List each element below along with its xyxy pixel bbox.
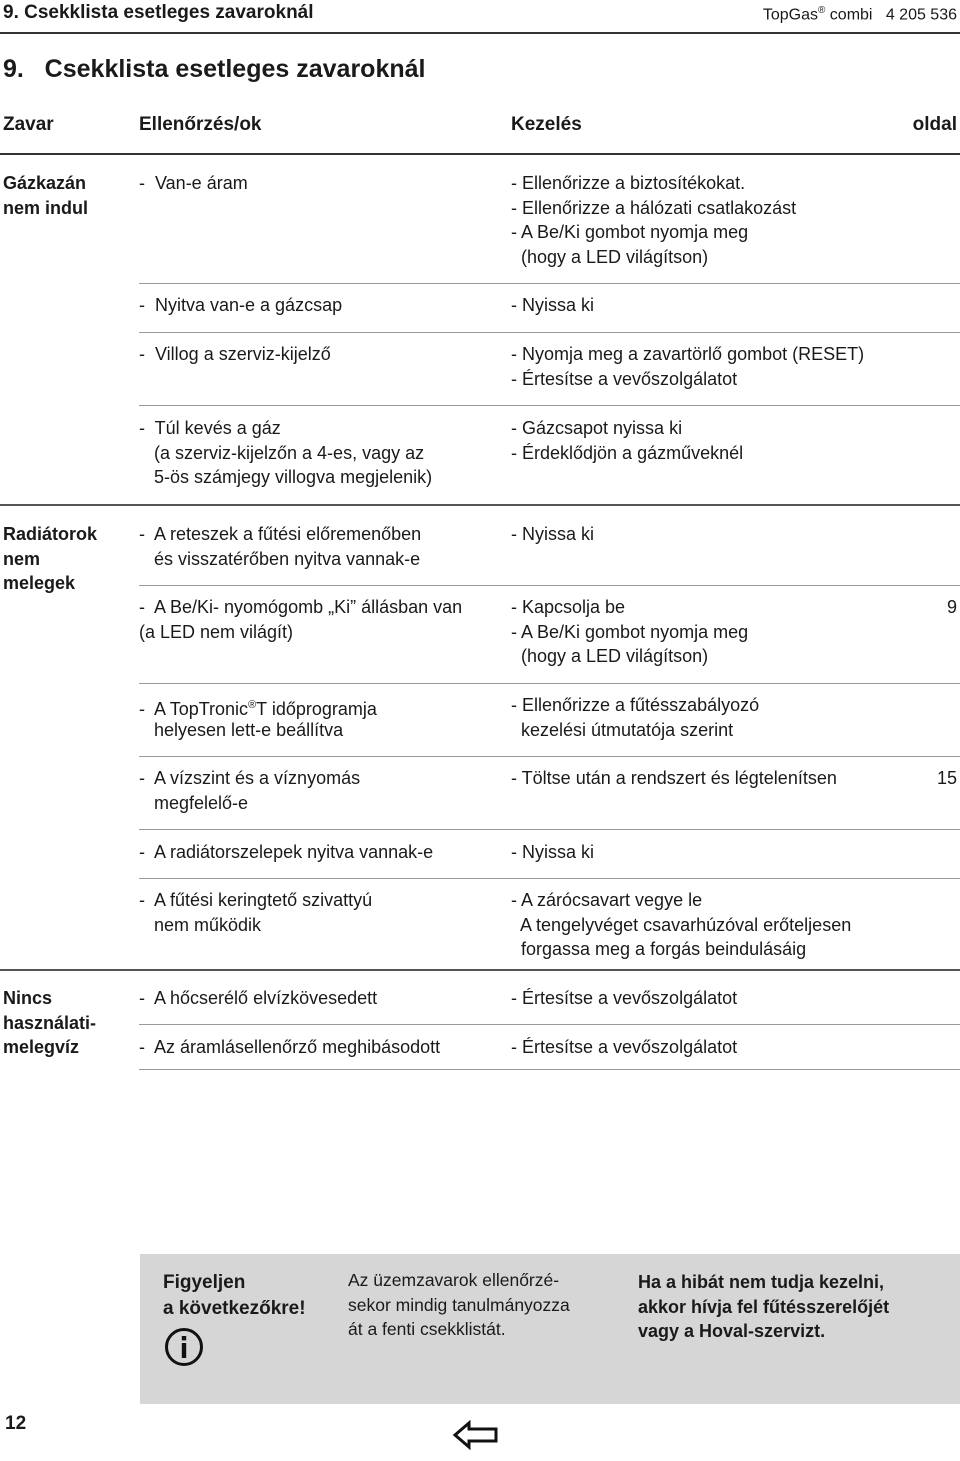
fault-label-line: Radiátorok — [3, 524, 98, 544]
action-text: - A Be/Ki gombot nyomja meg — [511, 621, 749, 642]
check-text: - A vízszint és a víznyomás — [139, 768, 361, 788]
running-header-product — [763, 5, 957, 24]
action-text: (hogy a LED világítson) — [511, 646, 709, 666]
row-divider — [139, 878, 960, 879]
action-text: - Értesítse a vevőszolgálatot — [511, 1037, 738, 1057]
notice-text-line: vagy a Hoval-szervizt. — [638, 1321, 826, 1341]
check-text: - A hőcserélő elvízkövesedett — [139, 988, 378, 1008]
action-text: - Nyomja meg a zavartörlő gombot (RESET) — [511, 344, 865, 364]
header-rule — [0, 32, 960, 34]
notice-text-line: sekor mindig tanulmányozza — [348, 1294, 570, 1315]
row-divider — [139, 1069, 960, 1070]
row-divider — [139, 1024, 960, 1025]
column-header-check: Ellenőrzés/ok — [139, 114, 262, 135]
action-text: - Kapcsolja be — [511, 597, 626, 617]
notice-text-line: át a fenti csekklistát. — [348, 1319, 506, 1339]
notice-title-line: Figyeljen — [163, 1272, 246, 1293]
check-text: helyesen lett-e beállítva — [139, 719, 344, 740]
action-text: - Ellenőrizze a hálózati csatlakozást — [511, 197, 797, 218]
check-text: - Az áramlásellenőrző meghibásodott — [139, 1037, 441, 1057]
fault-label-line: Gázkazán — [3, 173, 87, 193]
action-text: - Érdeklődjön a gázműveknél — [511, 442, 744, 463]
info-icon — [164, 1327, 204, 1372]
page-title: 9. Csekklista esetleges zavaroknál — [3, 55, 426, 83]
fault-divider — [0, 504, 960, 506]
product-name: TopGas — [762, 6, 818, 24]
action-text: - Ellenőrizze a biztosítékokat. — [511, 173, 746, 193]
notice-middle-text — [348, 1268, 570, 1342]
action-text: - Nyissa ki — [511, 842, 595, 862]
page-number: 12 — [5, 1413, 27, 1434]
fault-label-radiators-cold — [3, 522, 97, 596]
row-divider — [139, 283, 960, 284]
action-text: kezelési útmutatója szerint — [511, 719, 734, 740]
action-text: - Ellenőrizze a fűtésszabályozó — [511, 695, 760, 715]
running-header-section: 9. Csekklista esetleges zavaroknál — [3, 2, 314, 23]
column-header-action: Kezelés — [511, 114, 582, 135]
check-text: (a szerviz-kijelzőn a 4-es, vagy az — [139, 442, 425, 463]
row-divider — [139, 405, 960, 406]
fault-label-line: használati- — [3, 1012, 97, 1033]
fault-label-no-hot-water — [3, 986, 96, 1060]
check-text: - A radiátorszelepek nyitva vannak-e — [139, 842, 434, 862]
fault-label-line: nem indul — [3, 197, 88, 218]
column-header-fault: Zavar — [3, 114, 54, 135]
page-reference: 15 — [936, 768, 957, 788]
action-text: - Értesítse a vevőszolgálatot — [511, 988, 738, 1008]
notice-title-line: a következőkre! — [163, 1298, 306, 1319]
page-reference: 9 — [946, 597, 957, 617]
action-text: - Nyissa ki — [511, 295, 595, 315]
check-text: és visszatérőben nyitva vannak-e — [139, 548, 421, 569]
check-text-part: - A TopTronic — [139, 699, 249, 719]
action-text: - A Be/Ki gombot nyomja meg — [511, 222, 749, 242]
row-divider — [139, 829, 960, 830]
action-text: A tengelyvéget csavarhúzóval erőteljesen — [511, 914, 852, 935]
action-text: (hogy a LED világítson) — [511, 246, 709, 267]
action-text: - Értesítse a vevőszolgálatot — [511, 368, 738, 389]
check-text: - Túl kevés a gáz — [139, 418, 281, 438]
fault-label-no-start — [3, 171, 88, 220]
row-divider — [139, 585, 960, 586]
check-text: - A fűtési keringtető szivattyú — [139, 890, 373, 910]
notice-text-line: Ha a hibát nem tudja kezelni, — [638, 1272, 885, 1292]
row-divider — [139, 756, 960, 757]
check-text: - Van-e áram — [139, 173, 248, 193]
check-text: (a LED nem világít) — [139, 621, 294, 642]
notice-text-line: akkor hívja fel fűtésszerelőjét — [638, 1296, 890, 1317]
check-text: - A Be/Ki- nyomógomb „Ki” állásban van — [139, 597, 463, 617]
row-divider — [139, 683, 960, 684]
check-text: nem működik — [139, 914, 262, 935]
table-header-rule — [0, 153, 960, 155]
column-header-page: oldal — [912, 114, 957, 135]
fault-label-line: melegek — [3, 573, 76, 593]
check-text: 5-ös számjegy villogva megjelenik) — [139, 467, 433, 487]
check-text: - Nyitva van-e a gázcsap — [139, 295, 343, 315]
notice-text-line: Az üzemzavarok ellenőrzé- — [348, 1270, 560, 1290]
fault-divider — [0, 969, 960, 971]
registered-mark: ® — [817, 5, 826, 16]
check-text: - A reteszek a fűtési előremenőben — [139, 524, 422, 544]
notice-title — [163, 1270, 306, 1322]
action-text: forgassa meg a forgás beindulásáig — [511, 939, 807, 959]
registered-mark: ® — [248, 699, 257, 711]
check-text: - Villog a szerviz-kijelző — [139, 344, 331, 364]
action-text: - A zárócsavart vegye le — [511, 890, 703, 910]
fault-label-line: nem — [3, 548, 41, 569]
action-text: - Nyissa ki — [511, 524, 595, 544]
product-code: combi 4 205 536 — [825, 6, 957, 24]
fault-label-line: Nincs — [3, 988, 53, 1008]
back-arrow-icon[interactable] — [452, 1420, 500, 1455]
check-text: megfelelő-e — [139, 792, 249, 813]
notice-right-text — [638, 1270, 889, 1344]
action-text: - Gázcsapot nyissa ki — [511, 418, 683, 438]
fault-label-line: melegvíz — [3, 1037, 80, 1057]
action-text: - Töltse után a rendszert és légtelenítsen — [511, 768, 837, 788]
row-divider — [139, 332, 960, 333]
check-text-part: T időprogramja — [256, 699, 377, 719]
